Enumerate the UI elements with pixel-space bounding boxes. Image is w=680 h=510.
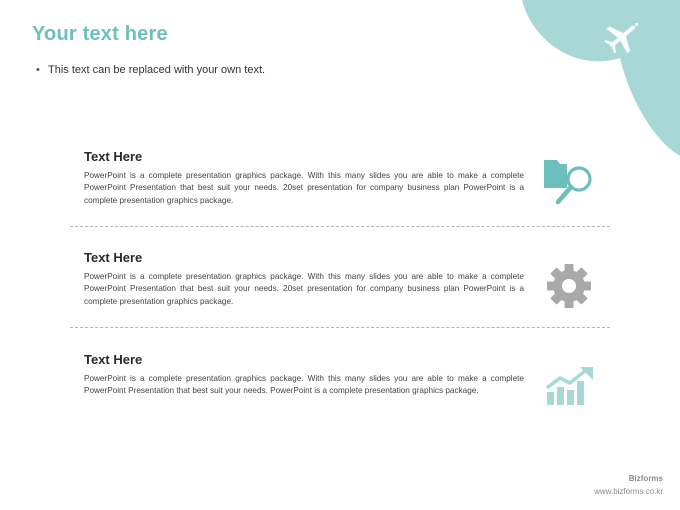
content-item-3 (84, 352, 524, 398)
item-body: PowerPoint is a complete presentation graphics package. With this many slides you are able to make a complete PowerPoint Presentation that best suit your needs. PowerPoint is a complete presentation graphics package. (84, 374, 524, 396)
content-item-2 (84, 250, 524, 308)
slide-title: Your text here (32, 23, 168, 45)
folder-search-icon (541, 156, 597, 208)
item-heading: Text Here (84, 250, 143, 265)
dashed-divider (70, 327, 610, 328)
bullet-item (36, 64, 265, 76)
dashed-divider (70, 226, 610, 227)
content-item-1 (84, 149, 524, 207)
item-heading: Text Here (84, 149, 143, 164)
item-heading: Text Here (84, 352, 143, 367)
bullet-text: This text can be replaced with your own text. (48, 64, 266, 76)
footer-brand: Bizforms (628, 474, 663, 483)
gear-icon (545, 262, 593, 310)
corner-blob-decoration (480, 0, 680, 170)
item-body: PowerPoint is a complete presentation graphics package. With this many slides you are able to make a complete PowerPoint Presentation that best suit your needs. 20set presentation for company business plan PowerPoint is a complete presentation graphics package. (84, 171, 524, 205)
growth-chart-icon (544, 365, 596, 407)
footer-url: www.bizforms.co.kr (594, 487, 663, 496)
bullet-dot: • (36, 64, 40, 76)
item-body: PowerPoint is a complete presentation graphics package. With this many slides you are able to make a complete PowerPoint Presentation that best suit your needs. 20set presentation for company business plan PowerPoint is a complete presentation graphics package. (84, 272, 524, 306)
